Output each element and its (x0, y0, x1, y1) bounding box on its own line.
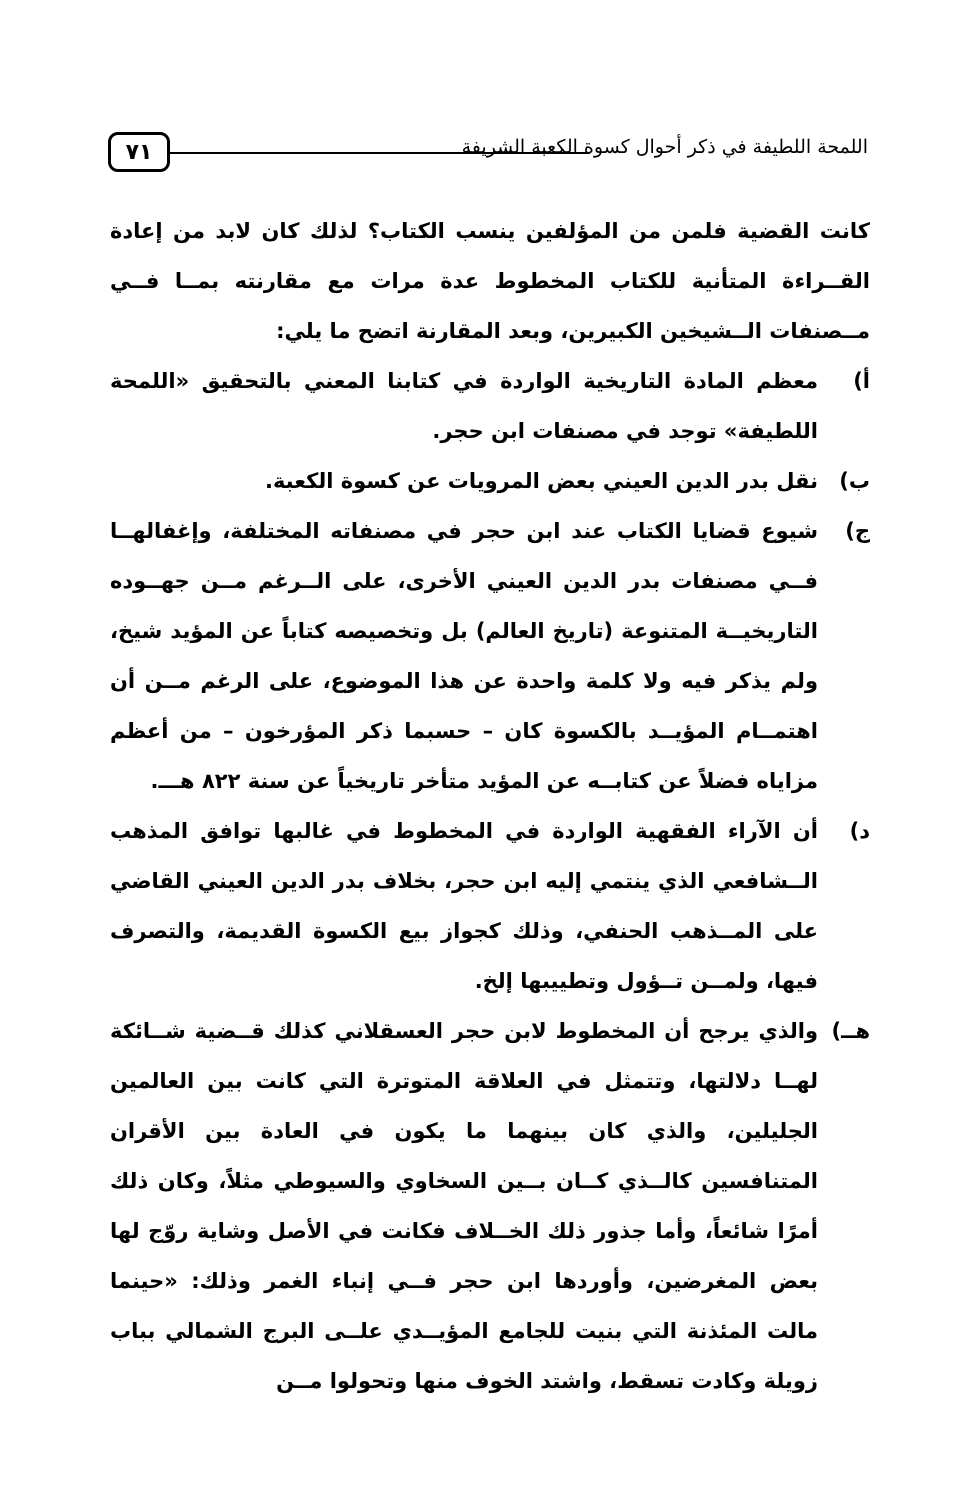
page-number: ٧١ (108, 132, 170, 172)
list-item-b (110, 456, 870, 506)
item-text-c: شيوع قضايا الكتاب عند ابن حجر في مصنفاته المختلفة، وإغفالهــا فــي مصنفات بدر الدين العيني الأخرى، على الــرغم مــن جهــوده التاريخيــة المتنوعة (تاريخ العالم) بل وتخصيصه كتاباً عن المؤيد شيخ، ولم يذكر فيه ولا كلمة واحدة عن هذا الموضوع، على الرغم مــن أن اهتمــام المؤيــد بالكسوة كان – حسبما ذكر المؤرخون – من أعظم مزاياه فضلاً عن كتابــه عن المؤيد متأخر تاريخياً عن سنة ٨٢٢ هـــ. (110, 519, 818, 793)
item-text-d: أن الآراء الفقهية الواردة في المخطوط في غالبها توافق المذهب الــشافعي الذي ينتمي إليه ابن حجر، بخلاف بدر الدين العيني القاضي على المــذهب الحنفي، وذلك كجواز بيع الكسوة القديمة، والتصرف فيها، ولمــن تــؤول وتطييبها إلخ. (110, 819, 818, 993)
item-text-b: نقل بدر الدين العيني بعض المرويات عن كسوة الكعبة. (264, 469, 818, 493)
item-text-a: معظم المادة التاريخية الواردة في كتابنا المعني بالتحقيق «اللمحة اللطيفة» توجد في مصنفات ابن حجر. (110, 369, 818, 443)
list-item-c (110, 506, 870, 806)
intro-paragraph: كانت القضية فلمن من المؤلفين ينسب الكتاب؟ لذلك كان لابد من إعادة القــراءة المتأنية للكتاب المخطوط عدة مرات مع مقارنته بمــا فــي مــصنفات الــشيخين الكبيرين، وبعد المقارنة اتضح ما يلي: (110, 219, 870, 343)
list-item-a (110, 356, 870, 456)
list-item-d (110, 806, 870, 1006)
running-title: اللمحة اللطيفة في ذكر أحوال كسوة الكعبة الشريفة (461, 136, 868, 158)
item-label-e: هــ) (831, 1019, 870, 1043)
item-label-c: ج) (845, 519, 870, 543)
item-text-e: والذي يرجح أن المخطوط لابن حجر العسقلاني كذلك قــضية شــائكة لهــا دلالتها، وتتمثل في العلاقة المتوترة التي كانت بين العالمين الجليلين، والذي كان بينهما ما يكون في العادة بين الأقران المتنافسين كالــذي كــان بــين السخاوي والسيوطي مثلاً، وكان ذلك أمرًا شائعاً، وأما جذور ذلك الخــلاف فكانت في الأصل وشاية روّج لها بعض المغرضين، وأوردها ابن حجر فــي إنباء الغمر وذلك: «حينما مالت المئذنة التي بنيت للجامع المؤيــدي علــى البرج الشمالي بباب زويلة وكادت تسقط، واشتد الخوف منها وتحولوا مــن (110, 1019, 818, 1393)
page-header (108, 132, 868, 182)
item-label-a: أ) (853, 369, 870, 393)
list-item-e (110, 1006, 870, 1406)
item-label-b: ب) (839, 469, 870, 493)
body-text (110, 206, 870, 1406)
item-label-d: د) (849, 819, 870, 843)
